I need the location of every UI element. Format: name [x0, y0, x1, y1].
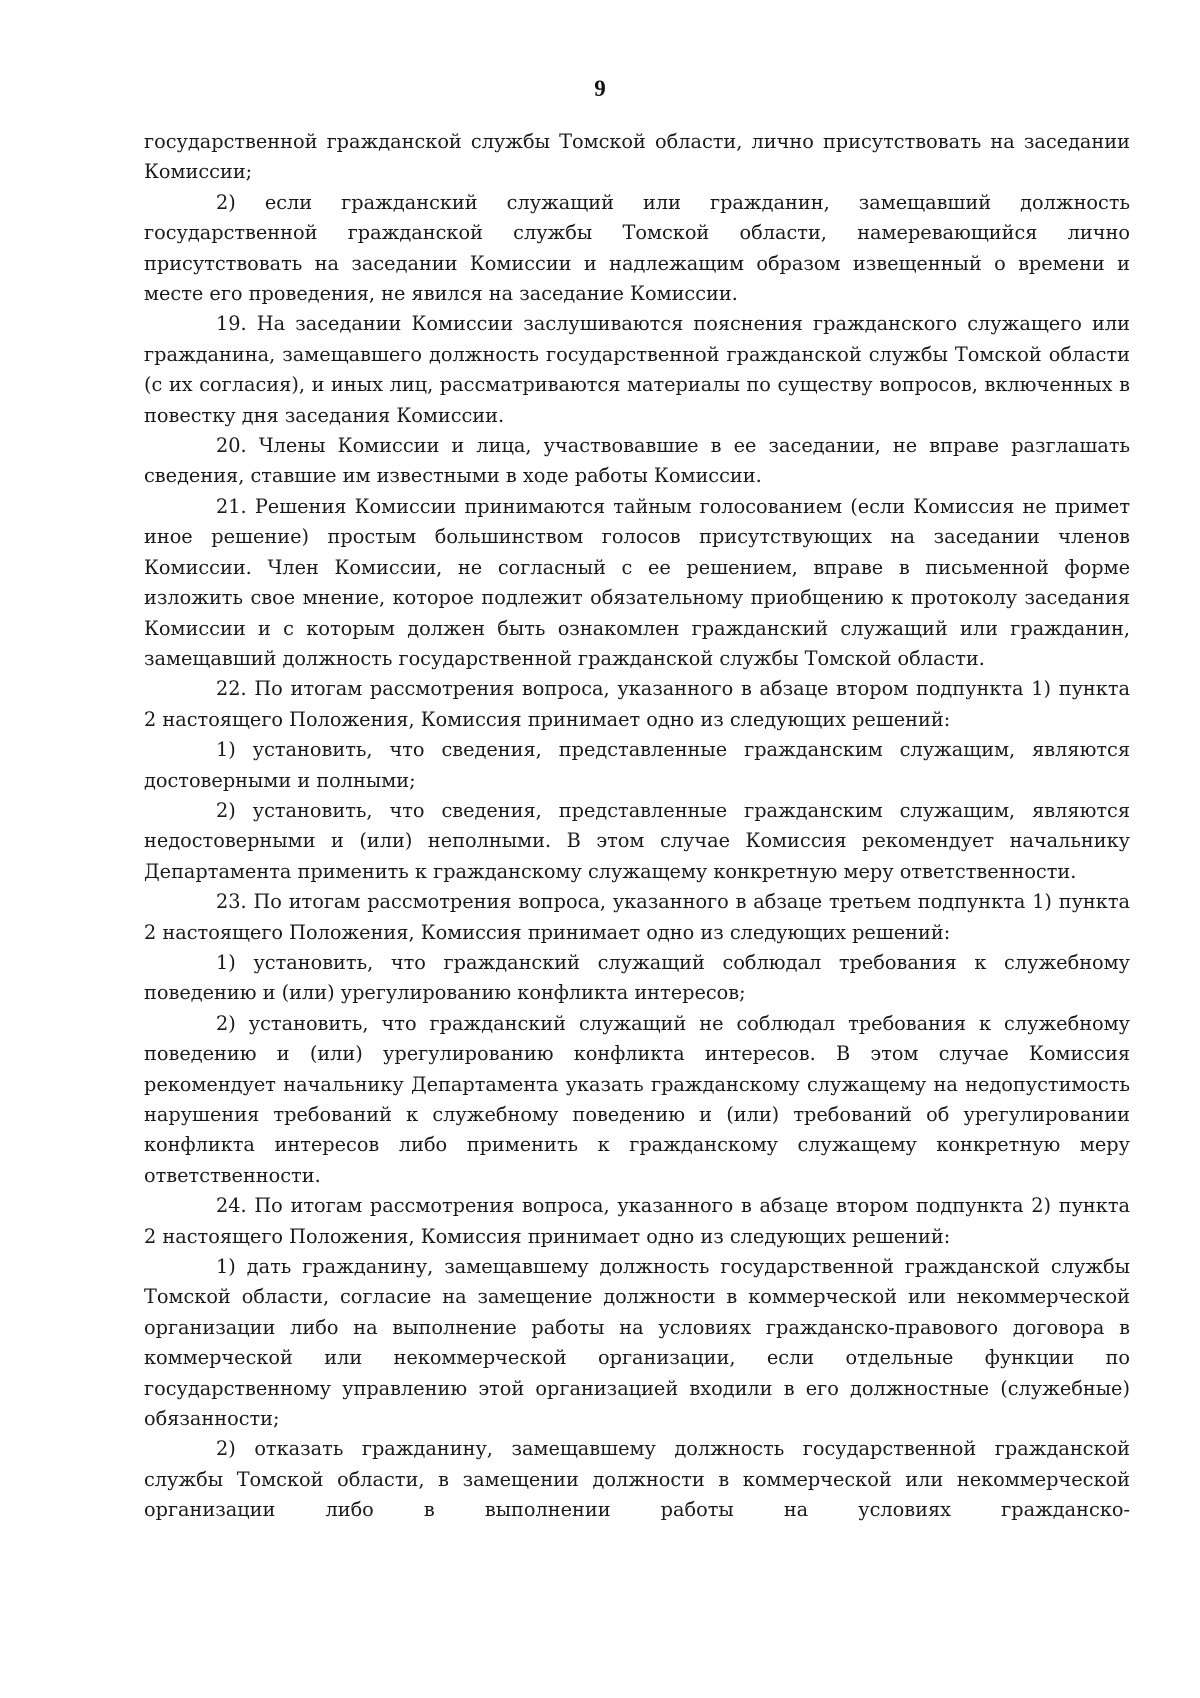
paragraph-22: 22. По итогам рассмотрения вопроса, указанного в абзаце втором подпункта 1) пункта 2 настоящего Положения, Комиссия принимает одно из следующих решений: — [144, 677, 1130, 731]
paragraph-21: 21. Решения Комиссии принимаются тайным голосованием (если Комиссия не примет иное решение) простым большинством голосов присутствующих на заседании членов Комиссии. Член Комиссии, не согласный с ее решением, вправе в письменной форме изложить свое мнение, которое подлежит обязательному приобщению к протоколу заседания Комиссии и с которым должен быть ознакомлен гражданский служащий или гражданин, замещавший должность государственной гражданской службы Томской области. — [144, 494, 1130, 670]
paragraph-24-item-1: 1) дать гражданину, замещавшему должность государственной гражданской службы Томской области, согласие на замещение должности в коммерческой или некоммерческой организации либо на выполнение работы на условиях гражданско-правового договора в коммерческой или некоммерческой организации, если отдельные функции по государственному управлению этой организацией входили в его должностные (служебные) обязанности; — [144, 1255, 1130, 1431]
paragraph-continuation: государственной гражданской службы Томской области, лично присутствовать на заседании Комиссии; — [144, 130, 1130, 184]
paragraph-19: 19. На заседании Комиссии заслушиваются пояснения гражданского служащего или гражданина, замещавшего должность государственной гражданской службы Томской области (с их согласия), и иных лиц, рассматриваются материалы по существу вопросов, включенных в повестку дня заседания Комиссии. — [144, 312, 1130, 427]
page-number: 9 — [594, 76, 606, 101]
paragraph-24-item-2: 2) отказать гражданину, замещавшему должность государственной гражданской службы Томской области, в замещении должности в коммерческой или некоммерческой организации либо в выполнении работы на условиях гражданско- — [144, 1437, 1130, 1522]
paragraph-22-item-1: 1) установить, что сведения, представленные гражданским служащим, являются достоверными и полными; — [144, 738, 1130, 792]
paragraph-22-item-2: 2) установить, что сведения, представленные гражданским служащим, являются недостоверными и (или) неполными. В этом случае Комиссия рекомендует начальнику Департамента применить к гражданскому служащему конкретную меру ответственности. — [144, 798, 1130, 883]
paragraph-23-item-1: 1) установить, что гражданский служащий соблюдал требования к служебному поведению и (или) урегулированию конфликта интересов; — [144, 950, 1130, 1005]
paragraph-23: 23. По итогам рассмотрения вопроса, указанного в абзаце третьем подпункта 1) пункта 2 настоящего Положения, Комиссия принимает одно из следующих решений: — [144, 890, 1130, 944]
paragraph-24: 24. По итогам рассмотрения вопроса, указанного в абзаце втором подпункта 2) пункта 2 настоящего Положения, Комиссия принимает одно из следующих решений: — [144, 1194, 1130, 1248]
paragraph-item-2: 2) если гражданский служащий или гражданин, замещавший должность государственной гражданской службы Томской области, намеревающийся лично присутствовать на заседании Комиссии и надлежащим образом извещенный о времени и месте его проведения, не явился на заседание Комиссии. — [144, 190, 1130, 306]
paragraph-20: 20. Члены Комиссии и лица, участвовавшие в ее заседании, не вправе разглашать сведения, ставшие им известными в ходе работы Комиссии. — [144, 434, 1130, 488]
paragraph-23-item-2: 2) установить, что гражданский служащий не соблюдал требования к служебному поведению и (или) урегулированию конфликта интересов. В этом случае Комиссия рекомендует начальнику Департамента указать гражданскому служащему на недопустимость нарушения требований к служебному поведению и (или) требований об урегулировании конфликта интересов либо применить к гражданскому служащему конкретную меру ответственности. — [144, 1011, 1130, 1187]
document-body — [144, 127, 1130, 1526]
